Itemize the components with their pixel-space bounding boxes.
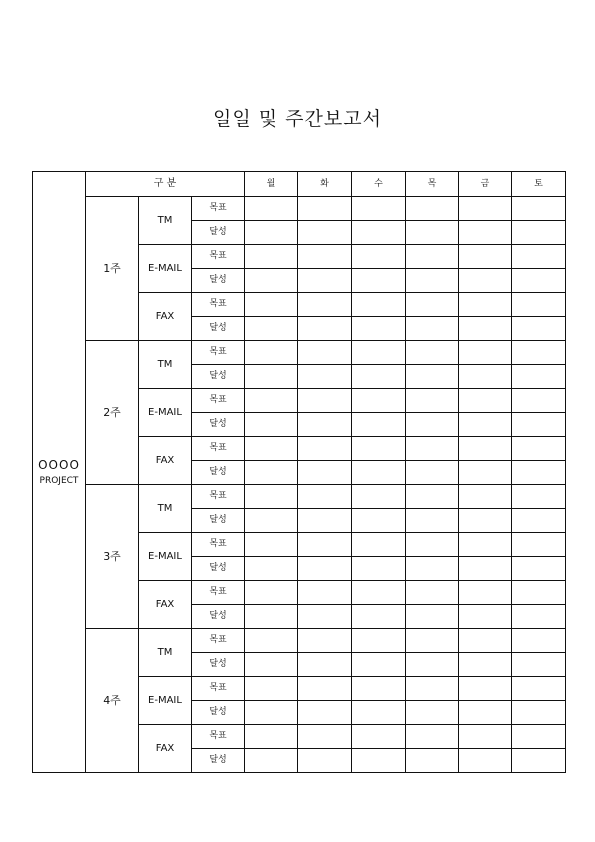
entry-cell[interactable]: [352, 245, 406, 269]
channel-label: TM: [139, 197, 192, 245]
entry-cell[interactable]: [406, 269, 459, 293]
entry-cell[interactable]: [352, 485, 406, 509]
entry-cell[interactable]: [459, 245, 512, 269]
entry-cell[interactable]: [298, 557, 352, 581]
entry-cell[interactable]: [512, 581, 566, 605]
entry-cell[interactable]: [245, 701, 298, 725]
channel-label: FAX: [139, 437, 192, 485]
entry-cell[interactable]: [512, 749, 566, 773]
entry-cell[interactable]: [512, 317, 566, 341]
entry-cell[interactable]: [512, 725, 566, 749]
entry-cell[interactable]: [245, 341, 298, 365]
entry-cell[interactable]: [245, 437, 298, 461]
entry-cell[interactable]: [406, 701, 459, 725]
entry-cell[interactable]: [352, 725, 406, 749]
entry-cell[interactable]: [512, 245, 566, 269]
entry-cell[interactable]: [352, 389, 406, 413]
entry-cell[interactable]: [459, 701, 512, 725]
day-header: 금: [459, 172, 512, 197]
entry-cell[interactable]: [298, 701, 352, 725]
entry-cell[interactable]: [406, 749, 459, 773]
entry-cell[interactable]: [459, 341, 512, 365]
entry-cell[interactable]: [512, 461, 566, 485]
entry-cell[interactable]: [298, 389, 352, 413]
entry-cell[interactable]: [298, 245, 352, 269]
metric-label: 목표: [192, 389, 245, 413]
entry-cell[interactable]: [245, 293, 298, 317]
entry-cell[interactable]: [406, 677, 459, 701]
channel-label: E-MAIL: [139, 533, 192, 581]
channel-label: FAX: [139, 293, 192, 341]
entry-cell[interactable]: [406, 581, 459, 605]
entry-cell[interactable]: [406, 605, 459, 629]
metric-label: 목표: [192, 581, 245, 605]
entry-cell[interactable]: [459, 365, 512, 389]
metric-label: 목표: [192, 533, 245, 557]
table-row: [33, 197, 566, 221]
entry-cell[interactable]: [459, 653, 512, 677]
entry-cell[interactable]: [512, 557, 566, 581]
entry-cell[interactable]: [406, 653, 459, 677]
entry-cell[interactable]: [245, 413, 298, 437]
entry-cell[interactable]: [298, 365, 352, 389]
metric-label: 목표: [192, 293, 245, 317]
entry-cell[interactable]: [245, 461, 298, 485]
metric-label: 달성: [192, 221, 245, 245]
channel-label: TM: [139, 485, 192, 533]
entry-cell[interactable]: [298, 437, 352, 461]
channel-label: FAX: [139, 581, 192, 629]
entry-cell[interactable]: [298, 629, 352, 653]
entry-cell[interactable]: [512, 197, 566, 221]
entry-cell[interactable]: [459, 509, 512, 533]
entry-cell[interactable]: [352, 413, 406, 437]
entry-cell[interactable]: [512, 653, 566, 677]
channel-label: TM: [139, 341, 192, 389]
entry-cell[interactable]: [298, 653, 352, 677]
entry-cell[interactable]: [352, 605, 406, 629]
metric-label: 목표: [192, 341, 245, 365]
day-header: 월: [245, 172, 298, 197]
entry-cell[interactable]: [245, 197, 298, 221]
entry-cell[interactable]: [352, 653, 406, 677]
entry-cell[interactable]: [406, 509, 459, 533]
entry-cell[interactable]: [298, 725, 352, 749]
entry-cell[interactable]: [459, 749, 512, 773]
project-name: OOOO: [38, 457, 80, 472]
entry-cell[interactable]: [245, 221, 298, 245]
entry-cell[interactable]: [459, 629, 512, 653]
metric-label: 달성: [192, 701, 245, 725]
entry-cell[interactable]: [406, 629, 459, 653]
entry-cell[interactable]: [298, 749, 352, 773]
metric-label: 달성: [192, 317, 245, 341]
metric-label: 목표: [192, 725, 245, 749]
entry-cell[interactable]: [406, 533, 459, 557]
entry-cell[interactable]: [352, 557, 406, 581]
entry-cell[interactable]: [406, 317, 459, 341]
entry-cell[interactable]: [512, 221, 566, 245]
day-header: 화: [298, 172, 352, 197]
entry-cell[interactable]: [352, 221, 406, 245]
entry-cell[interactable]: [512, 533, 566, 557]
weekly-report-table: [32, 171, 566, 773]
entry-cell[interactable]: [245, 485, 298, 509]
entry-cell[interactable]: [512, 413, 566, 437]
entry-cell[interactable]: [245, 725, 298, 749]
entry-cell[interactable]: [459, 725, 512, 749]
entry-cell[interactable]: [298, 533, 352, 557]
entry-cell[interactable]: [245, 365, 298, 389]
entry-cell[interactable]: [352, 197, 406, 221]
week-label: 3주: [86, 485, 139, 629]
entry-cell[interactable]: [352, 629, 406, 653]
entry-cell[interactable]: [352, 533, 406, 557]
entry-cell[interactable]: [298, 605, 352, 629]
metric-label: 달성: [192, 749, 245, 773]
entry-cell[interactable]: [406, 557, 459, 581]
entry-cell[interactable]: [352, 269, 406, 293]
entry-cell[interactable]: [298, 461, 352, 485]
entry-cell[interactable]: [512, 389, 566, 413]
entry-cell[interactable]: [459, 293, 512, 317]
entry-cell[interactable]: [298, 293, 352, 317]
entry-cell[interactable]: [512, 437, 566, 461]
entry-cell[interactable]: [459, 317, 512, 341]
entry-cell[interactable]: [512, 509, 566, 533]
entry-cell[interactable]: [512, 365, 566, 389]
entry-cell[interactable]: [298, 341, 352, 365]
entry-cell[interactable]: [352, 677, 406, 701]
entry-cell[interactable]: [406, 461, 459, 485]
entry-cell[interactable]: [406, 365, 459, 389]
entry-cell[interactable]: [352, 365, 406, 389]
entry-cell[interactable]: [245, 605, 298, 629]
project-label: PROJECT: [39, 475, 79, 486]
channel-label: TM: [139, 629, 192, 677]
entry-cell[interactable]: [459, 461, 512, 485]
day-header: 목: [406, 172, 459, 197]
entry-cell[interactable]: [512, 701, 566, 725]
week-label: 2주: [86, 341, 139, 485]
entry-cell[interactable]: [406, 341, 459, 365]
entry-cell[interactable]: [245, 749, 298, 773]
day-header: 수: [352, 172, 406, 197]
entry-cell[interactable]: [245, 557, 298, 581]
entry-cell[interactable]: [406, 245, 459, 269]
entry-cell[interactable]: [352, 581, 406, 605]
metric-label: 달성: [192, 605, 245, 629]
project-cell: [33, 172, 86, 773]
metric-label: 달성: [192, 413, 245, 437]
entry-cell[interactable]: [245, 389, 298, 413]
day-header: 토: [512, 172, 566, 197]
entry-cell[interactable]: [352, 341, 406, 365]
entry-cell[interactable]: [298, 485, 352, 509]
entry-cell[interactable]: [459, 413, 512, 437]
entry-cell[interactable]: [352, 749, 406, 773]
entry-cell[interactable]: [352, 293, 406, 317]
entry-cell[interactable]: [406, 221, 459, 245]
channel-label: FAX: [139, 725, 192, 773]
entry-cell[interactable]: [512, 485, 566, 509]
entry-cell[interactable]: [245, 629, 298, 653]
entry-cell[interactable]: [245, 317, 298, 341]
entry-cell[interactable]: [245, 269, 298, 293]
entry-cell[interactable]: [298, 317, 352, 341]
entry-cell[interactable]: [298, 677, 352, 701]
entry-cell[interactable]: [406, 413, 459, 437]
page-title: 일일 및 주간보고서: [213, 108, 382, 130]
entry-cell[interactable]: [512, 629, 566, 653]
entry-cell[interactable]: [352, 461, 406, 485]
channel-label: E-MAIL: [139, 245, 192, 293]
entry-cell[interactable]: [459, 485, 512, 509]
metric-label: 달성: [192, 653, 245, 677]
metric-label: 목표: [192, 197, 245, 221]
entry-cell[interactable]: [459, 557, 512, 581]
metric-label: 목표: [192, 245, 245, 269]
entry-cell[interactable]: [406, 437, 459, 461]
header-row: [33, 172, 566, 197]
entry-cell[interactable]: [298, 197, 352, 221]
entry-cell[interactable]: [459, 581, 512, 605]
entry-cell[interactable]: [459, 605, 512, 629]
entry-cell[interactable]: [245, 533, 298, 557]
entry-cell[interactable]: [512, 269, 566, 293]
metric-label: 목표: [192, 677, 245, 701]
table-row: [33, 341, 566, 365]
entry-cell[interactable]: [298, 221, 352, 245]
entry-cell[interactable]: [406, 389, 459, 413]
entry-cell[interactable]: [245, 653, 298, 677]
metric-label: 달성: [192, 509, 245, 533]
table-row: [33, 629, 566, 653]
entry-cell[interactable]: [459, 269, 512, 293]
metric-label: 달성: [192, 365, 245, 389]
entry-cell[interactable]: [298, 413, 352, 437]
entry-cell[interactable]: [245, 245, 298, 269]
entry-cell[interactable]: [459, 677, 512, 701]
week-label: 1주: [86, 197, 139, 341]
entry-cell[interactable]: [352, 437, 406, 461]
metric-label: 목표: [192, 485, 245, 509]
entry-cell[interactable]: [298, 509, 352, 533]
entry-cell[interactable]: [459, 437, 512, 461]
entry-cell[interactable]: [512, 293, 566, 317]
entry-cell[interactable]: [406, 293, 459, 317]
entry-cell[interactable]: [512, 677, 566, 701]
entry-cell[interactable]: [459, 221, 512, 245]
metric-label: 달성: [192, 269, 245, 293]
entry-cell[interactable]: [459, 197, 512, 221]
entry-cell[interactable]: [512, 341, 566, 365]
metric-label: 달성: [192, 461, 245, 485]
table-row: [33, 485, 566, 509]
entry-cell[interactable]: [245, 509, 298, 533]
entry-cell[interactable]: [245, 677, 298, 701]
entry-cell[interactable]: [352, 317, 406, 341]
metric-label: 달성: [192, 557, 245, 581]
entry-cell[interactable]: [352, 509, 406, 533]
category-header: 구 분: [86, 172, 245, 197]
entry-cell[interactable]: [406, 725, 459, 749]
entry-cell[interactable]: [245, 581, 298, 605]
entry-cell[interactable]: [512, 605, 566, 629]
channel-label: E-MAIL: [139, 389, 192, 437]
entry-cell[interactable]: [406, 197, 459, 221]
metric-label: 목표: [192, 629, 245, 653]
entry-cell[interactable]: [352, 701, 406, 725]
metric-label: 목표: [192, 437, 245, 461]
entry-cell[interactable]: [298, 269, 352, 293]
entry-cell[interactable]: [459, 533, 512, 557]
channel-label: E-MAIL: [139, 677, 192, 725]
entry-cell[interactable]: [406, 485, 459, 509]
entry-cell[interactable]: [459, 389, 512, 413]
week-label: 4주: [86, 629, 139, 773]
entry-cell[interactable]: [298, 581, 352, 605]
